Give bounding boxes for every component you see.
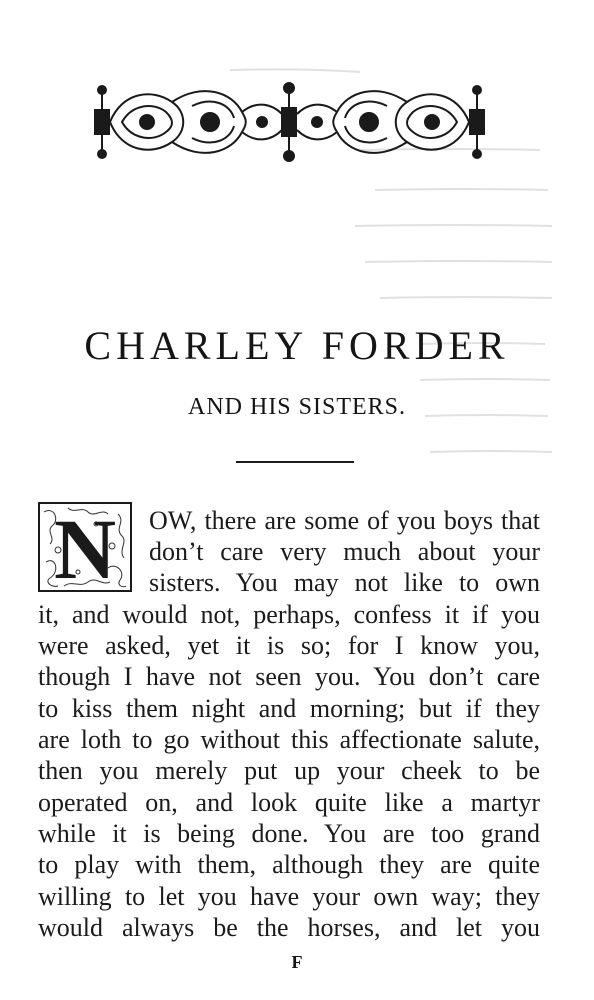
text-line: then you merely put up your cheek to be — [38, 756, 540, 785]
text-line: it, and would not, perhaps, confess it if you — [38, 600, 540, 629]
text-line: sisters. You may not like to own — [149, 568, 540, 597]
text-line: to kiss them night and morning; but if they — [38, 694, 540, 723]
text-line: to play with them, although they are quite — [38, 850, 540, 879]
title-rule-divider — [236, 461, 354, 463]
ornamental-drop-cap — [38, 502, 132, 592]
chapter-subtitle: AND HIS SISTERS. — [187, 394, 407, 420]
chapter-title: CHARLEY FORDER — [84, 323, 510, 368]
text-line: though I have not seen you. You don’t care — [38, 662, 540, 691]
signature-mark: F — [291, 952, 303, 972]
drop-cap-letter: N — [53, 502, 117, 592]
text-line: operated on, and look quite like a martyr — [38, 788, 540, 817]
text-line: don’t care very much about your — [149, 537, 540, 566]
text-line: would always be the horses, and let you — [38, 913, 540, 942]
text-line: while it is being done. You are too grand — [38, 819, 540, 848]
text-line: willing to let you have your own way; they — [38, 882, 540, 911]
decorative-headpiece-ornament — [92, 82, 487, 162]
text-line: were asked, yet it is so; for I know you, — [38, 631, 540, 660]
text-line: are loth to go without this affectionate salute, — [38, 725, 540, 754]
text-line: OW, there are some of you boys that — [149, 506, 540, 535]
